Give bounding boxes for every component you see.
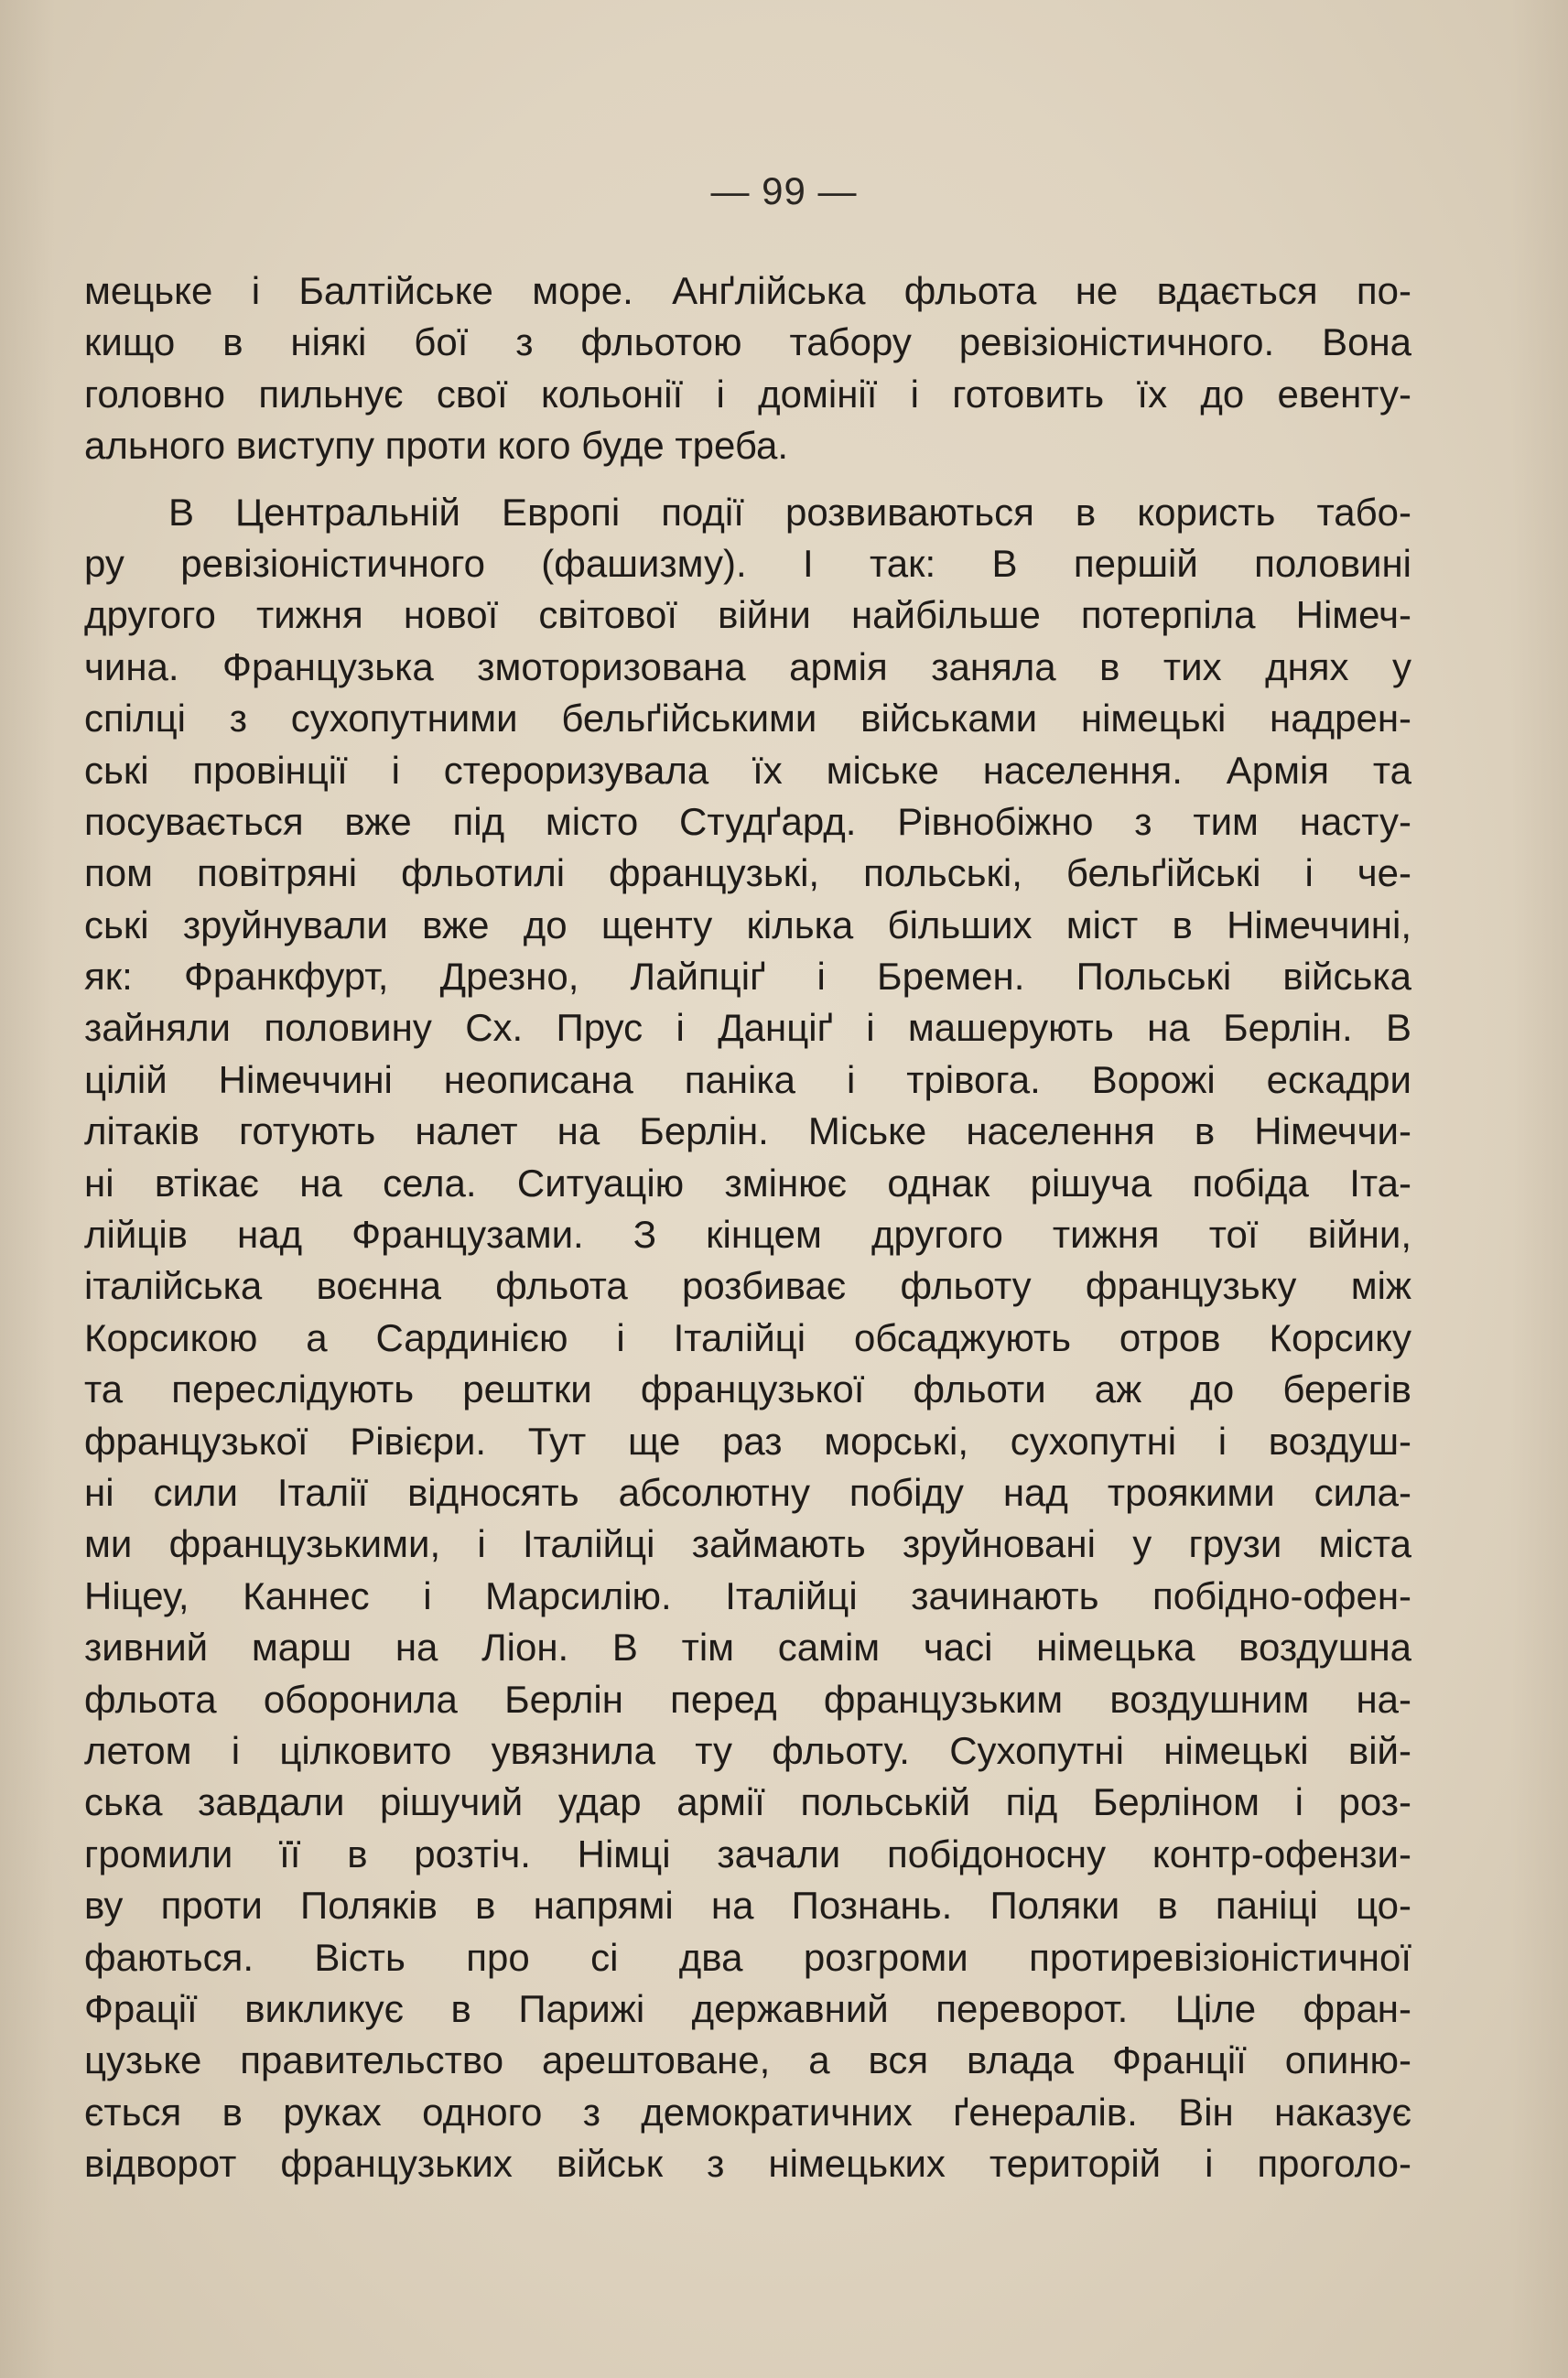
paragraph-2	[84, 487, 1411, 2190]
text-line: цілій Німеччині неописана паніка і трівога. Ворожі ескадри	[84, 1057, 1411, 1101]
text-line: ські провінції і стероризувала їх міське населення. Армія та	[84, 748, 1411, 792]
text-line: як: Франкфурт, Дрезно, Лайпціґ і Бремен. Польські війська	[84, 955, 1411, 999]
text-line: летом і цілковито увязнила ту фльоту. Сухопутні німецькі вій-	[84, 1728, 1411, 1772]
text-line: другого тижня нової світової війни найбільше потерпіла Німеч-	[84, 593, 1411, 637]
text-line: ські зруйнували вже до щенту кілька більших міст в Німеччині,	[84, 903, 1411, 946]
text-line: ється в руках одного з демократичних ґенералів. Він наказує	[84, 2090, 1411, 2134]
page-number: — 99 —	[710, 169, 858, 212]
text-line: посувається вже під місто Студґард. Рівнобіжно з тим насту-	[84, 799, 1411, 843]
text-line: та переслідують рештки французької фльоти аж до берегів	[84, 1367, 1411, 1411]
text-line: спілці з сухопутними бельґійськими військами німецькі надрен-	[84, 697, 1411, 740]
text-line: ру ревізіоністичного (фашизму). І так: В першій половині	[84, 541, 1411, 585]
text-line: італійська воєнна фльота розбиває фльоту французьку між	[84, 1264, 1411, 1308]
text-line: цузьке правительство арештоване, а вся влада Франції опиню-	[84, 2038, 1411, 2082]
text-line: фаються. Вість про сі два розгроми протиревізіоністичної	[84, 1935, 1411, 1979]
text-line: зайняли половину Сх. Прус і Данціґ і машерують на Берлін. В	[84, 1006, 1411, 1050]
text-line: ми французькими, і Італійці займають зруйновані у грузи міста	[84, 1522, 1411, 1566]
text-line: громили її в розтіч. Німці зачали побідоносну контр-офензи-	[84, 1832, 1411, 1875]
text-line: відворот французьких військ з німецьких територій і проголо-	[84, 2142, 1411, 2186]
text-line: ні сили Італії відносять абсолютну побіду над троякими сила-	[84, 1470, 1411, 1514]
text-line: ального виступу проти кого буде треба.	[84, 424, 789, 468]
text-line: мецьке і Балтійське море. Анґлійська фльота не вдається по-	[84, 269, 1411, 312]
text-line: лійців над Французами. З кінцем другого тижня тої війни,	[84, 1213, 1411, 1257]
text-line: пом повітряні фльотилі французькі, польські, бельґійські і че-	[84, 851, 1411, 895]
text-line: В Центральній Европі події розвиваються в користь табо-	[168, 490, 1411, 534]
text-line: ву проти Поляків в напрямі на Познань. Поляки в паніці цо-	[84, 1884, 1411, 1928]
text-line: Фрації викликує в Парижі державний переворот. Ціле фран-	[84, 1986, 1411, 2030]
text-line: Ніцеу, Каннес і Марсилію. Італійці зачинають побідно-офен-	[84, 1573, 1411, 1617]
text-line: кищо в ніякі бої з фльотою табору ревізіоністичного. Вона	[84, 320, 1411, 364]
text-line: літаків готують налет на Берлін. Міське населення в Німеччи-	[84, 1109, 1411, 1153]
text-line: французької Рівієри. Тут ще раз морські, сухопутні і воздуш-	[84, 1419, 1411, 1463]
text-line: головно пильнує свої кольонії і домінії і готовить їх до евенту-	[84, 372, 1411, 416]
paragraph-1	[84, 265, 1411, 472]
body-text	[84, 265, 1411, 2189]
text-line: чина. Французька змоторизована армія заняла в тих днях у	[84, 644, 1411, 688]
text-line: ська завдали рішучий удар армії польській під Берліном і роз-	[84, 1780, 1411, 1824]
paragraph-gap	[84, 472, 1411, 487]
text-line: Корсикою а Сардинією і Італійці обсаджують отров Корсику	[84, 1315, 1411, 1359]
text-line: ні втікає на села. Ситуацію змінює однак рішуча побіда Іта-	[84, 1161, 1411, 1205]
text-line: зивний марш на Ліон. В тім самім часі німецька воздушна	[84, 1626, 1411, 1670]
text-line: фльота оборонила Берлін перед французьким воздушним на-	[84, 1677, 1411, 1721]
